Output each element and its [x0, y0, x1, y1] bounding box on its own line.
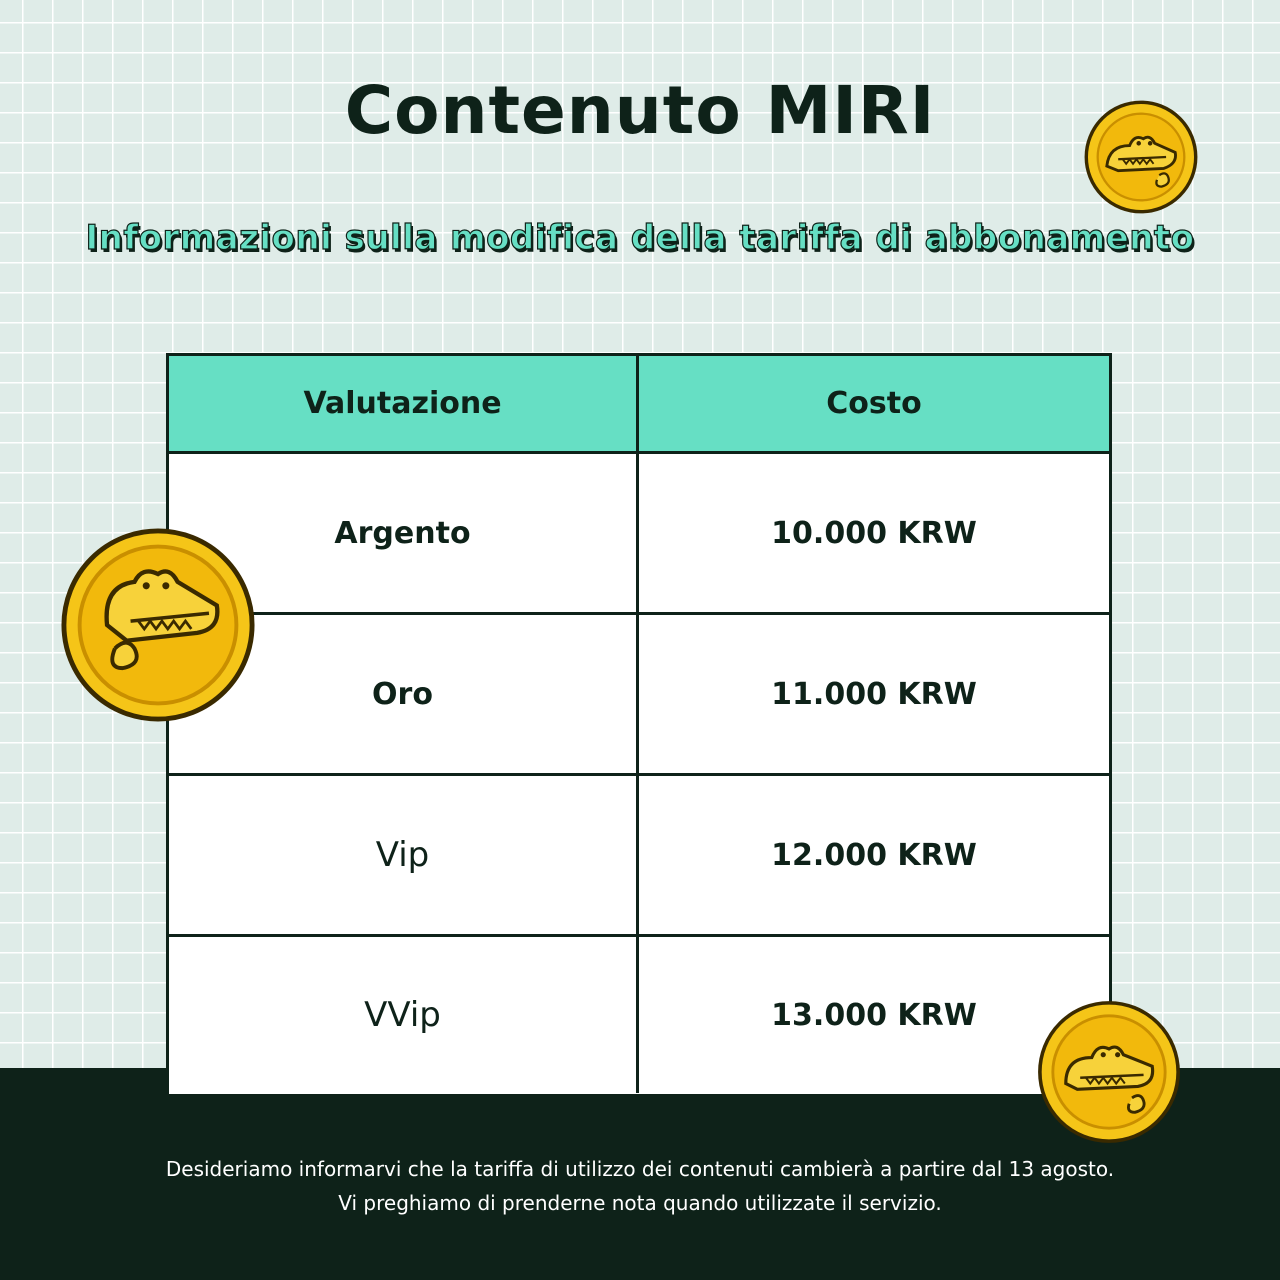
- cost-cell: 13.000 KRW: [771, 997, 977, 1033]
- table-header-row: [169, 356, 1109, 454]
- cost-cell: 12.000 KRW: [771, 837, 977, 873]
- cost-cell: 10.000 KRW: [771, 515, 977, 551]
- footer-notice: [0, 1152, 1280, 1220]
- table-row: [169, 776, 1109, 937]
- grade-cell: VVip: [169, 937, 639, 1093]
- page-title: Contenuto MIRI: [344, 72, 936, 149]
- crocodile-coin-icon: [60, 527, 256, 723]
- table-row: [169, 454, 1109, 615]
- grade-cell: Vip: [169, 776, 639, 934]
- grade-cell: Oro: [169, 615, 639, 773]
- crocodile-coin-icon: [1037, 1000, 1181, 1144]
- footer-line-2: Vi preghiamo di prenderne nota quando utilizzate il servizio.: [338, 1191, 942, 1215]
- table-row: [169, 615, 1109, 776]
- page-subtitle: Informazioni sulla modifica della tariffa di abbonamento: [85, 218, 1195, 258]
- cost-cell: 11.000 KRW: [771, 676, 977, 712]
- table-row: [169, 937, 1109, 1093]
- column-header-grade: Valutazione: [169, 356, 639, 451]
- crocodile-coin-icon: [1084, 100, 1198, 214]
- pricing-table: [166, 353, 1112, 1097]
- column-header-cost: Costo: [826, 386, 922, 421]
- footer-line-1: Desideriamo informarvi che la tariffa di utilizzo dei contenuti cambierà a partire dal 13 agosto.: [165, 1157, 1115, 1181]
- grade-cell: Argento: [169, 454, 639, 612]
